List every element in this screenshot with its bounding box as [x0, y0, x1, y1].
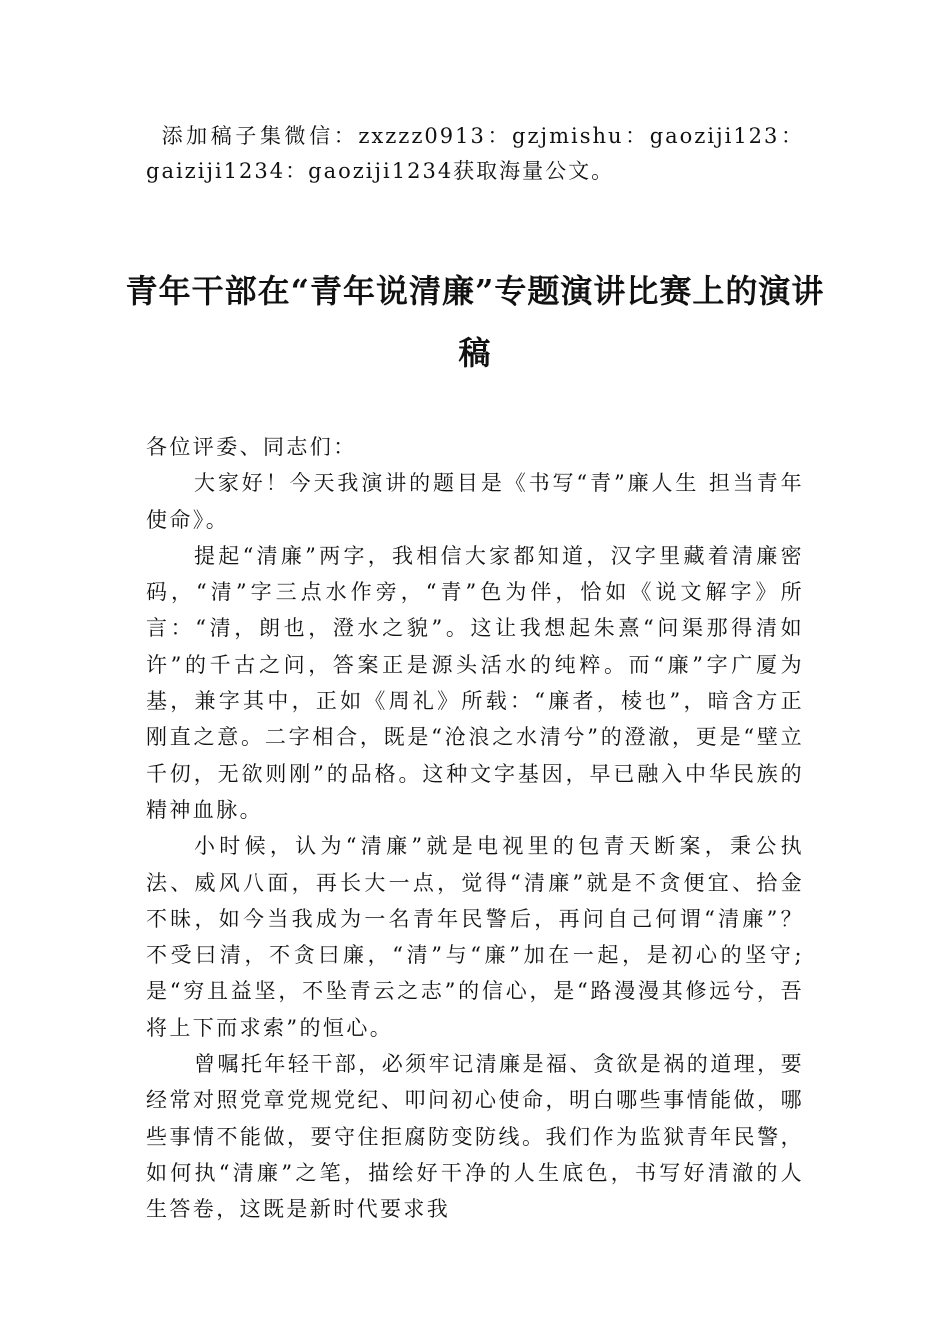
paragraph-2: 提起“清廉”两字，我相信大家都知道，汉字里藏着清廉密码，“清”字三点水作旁，“青”色为伴，恰如《说文解字》所言：“清，朗也，澄水之貌”。这让我想起朱熹“问渠那得清如许”的千古之问，答案正是源头活水的纯粹。而“廉”字广厦为基，兼字其中，正如《周礼》所载：“廉者，棱也”，暗含方正刚直之意。二字相合，既是“沧浪之水清兮”的澄澈，更是“壁立千仞，无欲则刚”的品格。这种文字基因，早已融入中华民族的精神血脉。 [146, 543, 804, 822]
document-body [146, 429, 804, 1228]
header-note-text: 添加稿子集微信：zxzzz0913：gzjmishu：gaoziji123：gaiziji1234：gaoziji1234获取海量公文。 [146, 124, 804, 183]
paragraph-4: 曾嘱托年轻干部，必须牢记清廉是福、贪欲是祸的道理，要经常对照党章党规党纪、叩问初心使命，明白哪些事情能做，哪些事情不能做，要守住拒腐防变防线。我们作为监狱青年民警，如何执“清廉”之笔，描绘好干净的人生底色，书写好清澈的人生答卷，这既是新时代要求我 [146, 1052, 804, 1222]
paragraph-1: 大家好！今天我演讲的题目是《书写“青”廉人生 担当青年使命》。 [146, 471, 804, 532]
header-note [146, 119, 804, 189]
salutation: 各位评委、同志们： [146, 435, 357, 459]
paragraph-3: 小时候，认为“清廉”就是电视里的包青天断案，秉公执法、威风八面，再长大一点，觉得“清廉”就是不贪便宜、拾金不昧，如今当我成为一名青年民警后，再问自己何谓“清廉”？不受曰清，不贪曰廉，“清”与“廉”加在一起，是初心的坚守;是“穷且益坚，不坠青云之志”的信心，是“路漫漫其修远兮，吾将上下而求索”的恒心。 [146, 834, 804, 1040]
document-title: 青年干部在“青年说清廉”专题演讲比赛上的演讲稿 [125, 272, 825, 372]
